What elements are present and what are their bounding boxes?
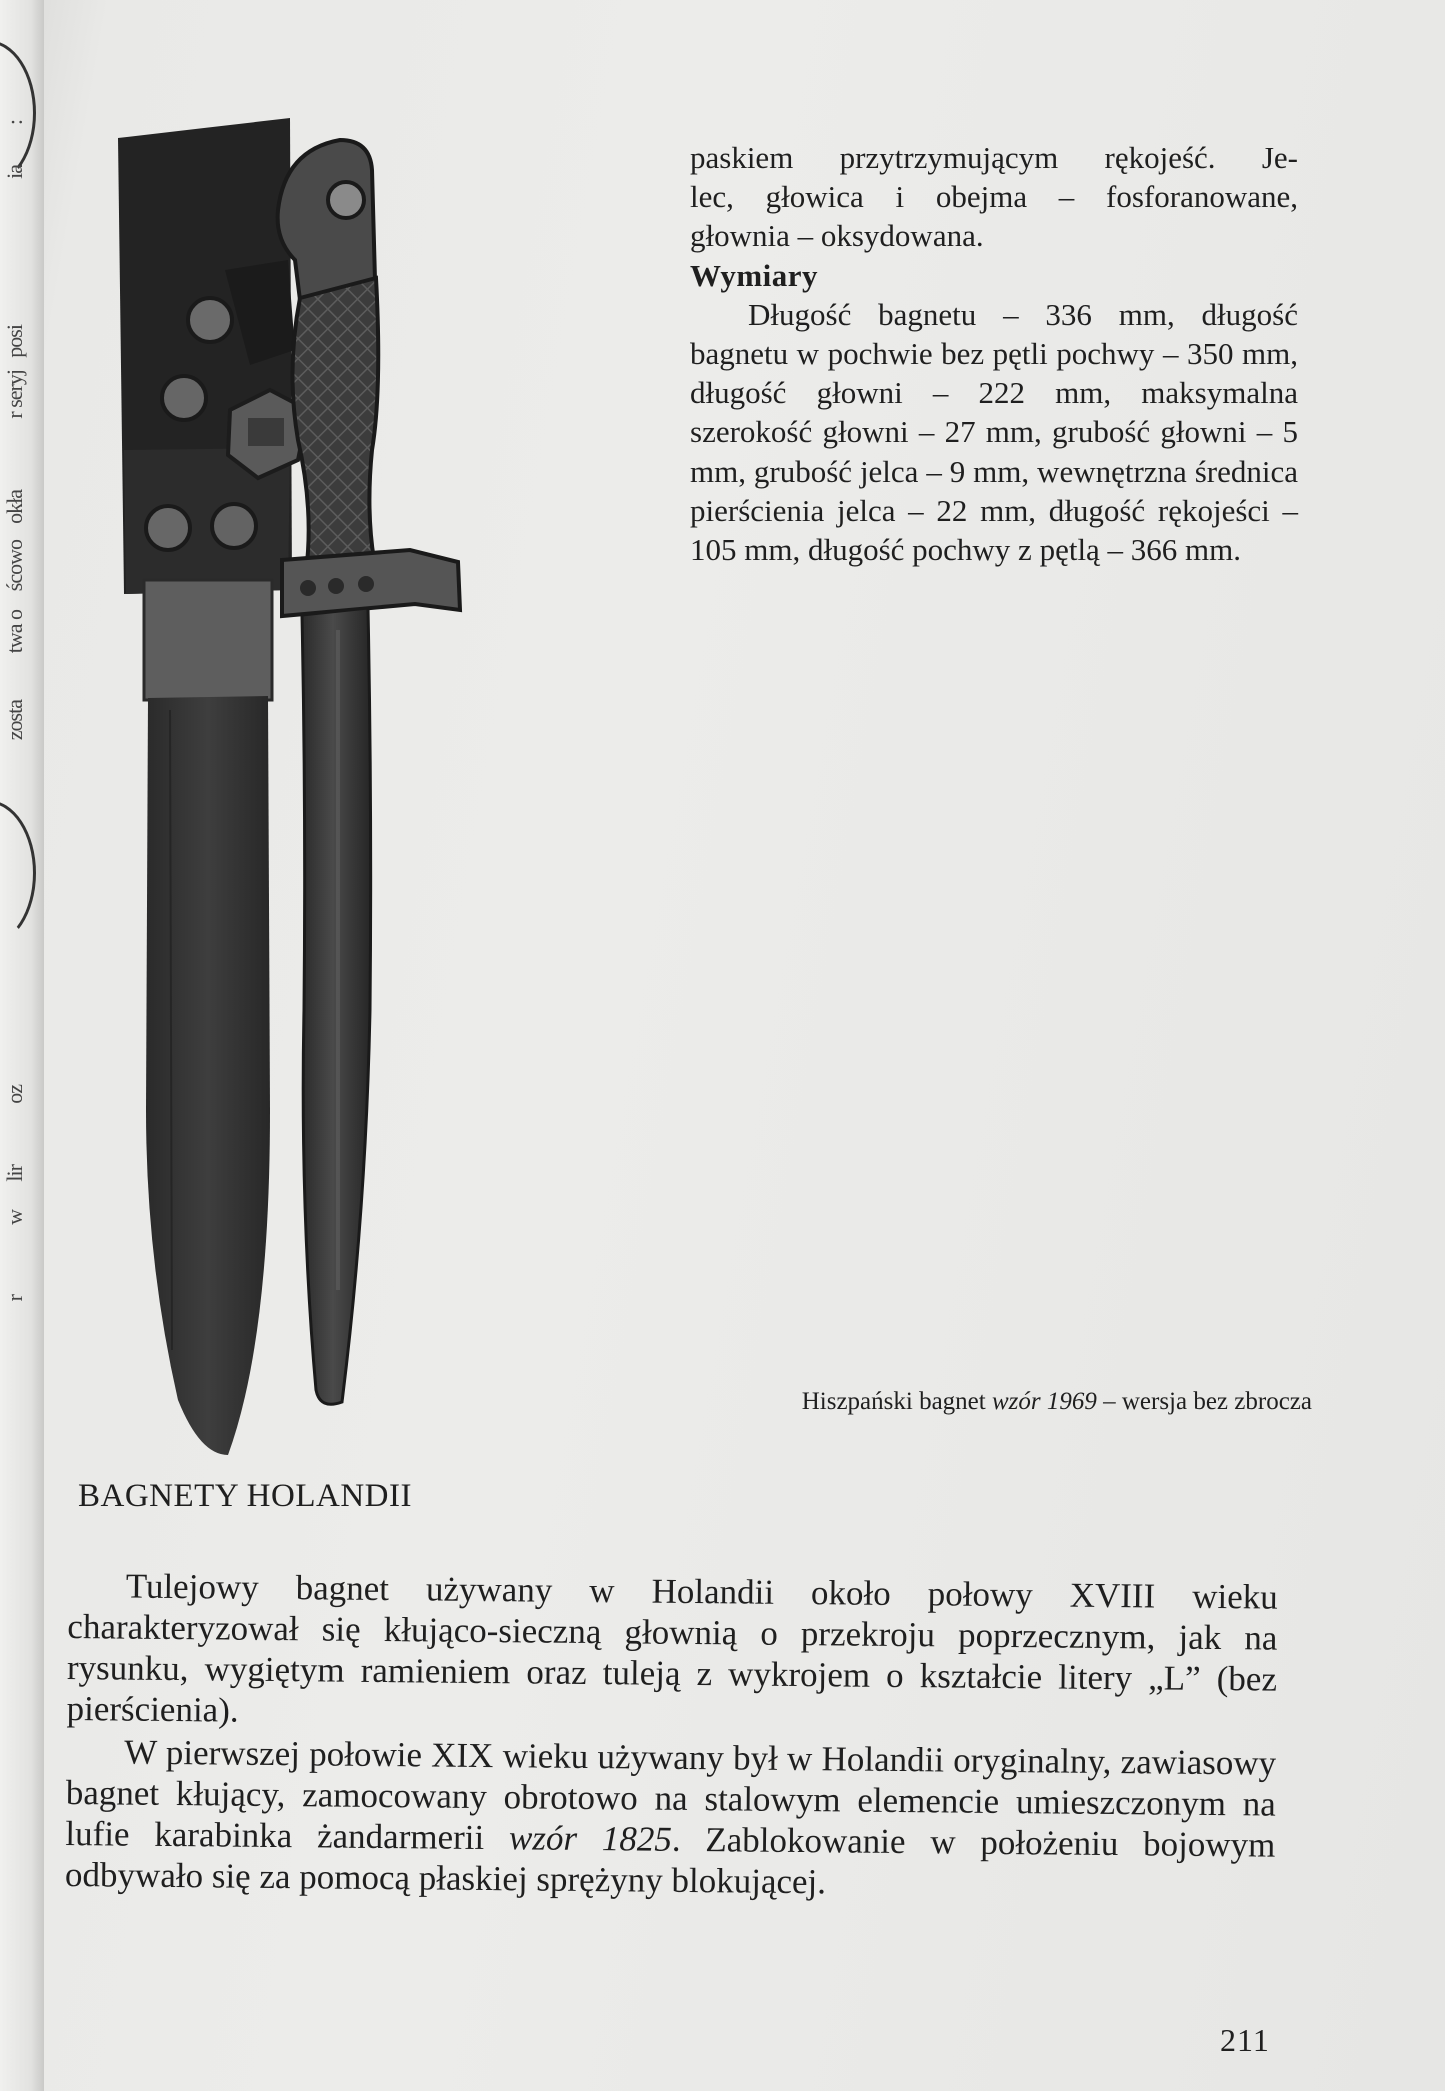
margin-fragment: lir xyxy=(2,1165,27,1182)
margin-fragment: r seryj xyxy=(2,370,27,419)
bayonet xyxy=(278,140,460,1404)
margin-fragment: ia xyxy=(2,165,27,179)
adjacent-page-rule xyxy=(0,800,36,946)
margin-fragment: ścowo xyxy=(2,540,27,592)
caption-text: – wersja bez zbrocza xyxy=(1096,1388,1312,1415)
caption-text: Hiszpański bagnet xyxy=(801,1388,992,1415)
scabbard xyxy=(118,118,308,1455)
margin-fragment: okła xyxy=(2,490,27,524)
margin-fragment: oz xyxy=(2,1085,27,1104)
margin-fragment: : xyxy=(2,120,27,126)
caption-model: wzór 1969 xyxy=(991,1388,1097,1415)
upper-right-text-block xyxy=(690,138,1298,569)
margin-fragment: r xyxy=(2,1295,27,1302)
margin-fragment: w xyxy=(2,1210,27,1225)
text-line: lec, głowica i obejma – fosforanowane, xyxy=(690,179,1298,215)
photo-caption xyxy=(672,1388,1312,1416)
adjacent-page-edge xyxy=(0,0,44,2091)
bayonet-photo xyxy=(110,110,630,1455)
paragraph-text: W pierwszej połowie XIX wieku używany był w Holandii oryginalny, zawiasowy bagnet kłujący, zamocowany obrotowo na stalowym elemencie umieszczonym na lufie karabinka żandarmerii xyxy=(65,1732,1277,1858)
carbine-model: wzór 1825 xyxy=(508,1818,673,1859)
margin-fragment: twa o xyxy=(2,610,27,654)
paragraph xyxy=(65,1731,1277,1907)
main-text xyxy=(65,1565,1278,1909)
dimensions-paragraph: Długość bagnetu – 336 mm, długość bagnetu w pochwie bez pętli pochwy – 350 mm, długość głowni – 222 mm, maksymalna szerokość głowni – 27 mm, grubość głowni – 5 mm, grubość jelca – 9 mm, wewnętrzna średnica pierścienia jelca – 22 mm, długość rękojeści – 105 mm, długość pochwy z pętlą – 366 mm. xyxy=(690,296,1298,568)
paragraph-text: . Zablokowanie w położeniu bojowym odbywało się za pomocą płaskiej sprężyny blokującej. xyxy=(64,1819,1276,1902)
margin-fragment: zosta xyxy=(2,700,27,741)
text-line: głownia – oksydowana. xyxy=(690,218,984,254)
paragraph: Tulejowy bagnet używany w Holandii około połowy XVIII wieku charakteryzował się kłująco-sieczną głownią o przekroju poprzecznym, jak na rysunku, wygiętym ramieniem oraz tuleją z wykrojem o kształcie litery „L” (bez pierścienia). xyxy=(66,1566,1278,1730)
dimensions-heading: Wymiary xyxy=(690,257,819,293)
section-title: BAGNETY HOLANDII xyxy=(78,1478,412,1514)
margin-fragment: posi xyxy=(2,325,27,358)
text-line: paskiem przytrzymującym rękojeść. Je- xyxy=(690,140,1298,175)
page-number: 211 xyxy=(1220,2022,1270,2058)
